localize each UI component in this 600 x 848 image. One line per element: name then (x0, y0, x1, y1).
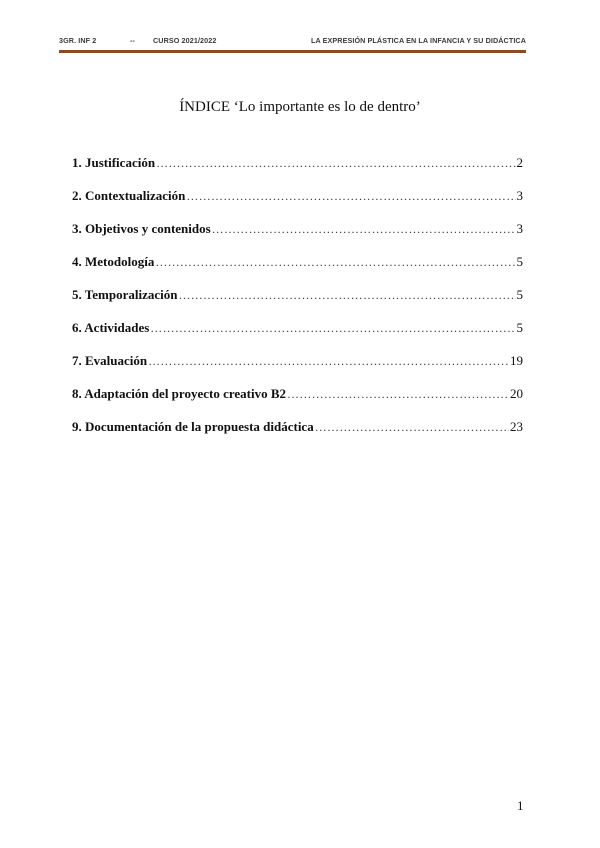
toc-dot-leader (155, 255, 515, 270)
toc-entry-page: 23 (510, 419, 523, 434)
header-separator: -- (130, 36, 135, 45)
page-header (59, 36, 526, 48)
toc-entry-temporalizacion (72, 287, 523, 320)
toc-entry-objetivos (72, 221, 523, 254)
toc-entry-actividades (72, 320, 523, 353)
toc-entry-label: 9. Documentación de la propuesta didáctica (72, 419, 314, 434)
toc-entry-evaluacion (72, 353, 523, 386)
toc-entry-label: 1. Justificación (72, 155, 156, 170)
page-number: 1 (517, 798, 524, 813)
toc-entry-metodologia (72, 254, 523, 287)
toc-entry-page: 3 (516, 221, 523, 236)
header-rule (59, 50, 526, 53)
toc-entry-page: 5 (516, 254, 523, 269)
toc-dot-leader (212, 222, 516, 237)
toc-dot-leader (186, 189, 515, 204)
toc-entry-label: 4. Metodología (72, 254, 155, 269)
toc-entry-page: 5 (516, 320, 523, 335)
toc-entry-label: 8. Adaptación del proyecto creativo B2 (72, 386, 287, 401)
toc-entry-page: 5 (516, 287, 523, 302)
header-group: 3GR. INF 2 (59, 36, 97, 45)
toc-dot-leader (178, 288, 515, 303)
header-course: CURSO 2021/2022 (153, 36, 217, 45)
toc-entry-label: 3. Objetivos y contenidos (72, 221, 211, 236)
toc-entry-label: 6. Actividades (72, 320, 150, 335)
toc-dot-leader (287, 387, 509, 402)
toc-entry-label: 5. Temporalización (72, 287, 178, 302)
toc-entry-page: 19 (510, 353, 523, 368)
toc-entry-adaptacion (72, 386, 523, 419)
toc-entry-label: 2. Contextualización (72, 188, 186, 203)
toc-entry-label: 7. Evaluación (72, 353, 148, 368)
toc-entry-contextualizacion (72, 188, 523, 221)
header-subject: LA EXPRESIÓN PLÁSTICA EN LA INFANCIA Y SU DIDÁCTICA (310, 36, 526, 45)
document-title: ÍNDICE ‘Lo importante es lo de dentro’ (179, 99, 421, 115)
toc-dot-leader (156, 156, 515, 171)
toc-entry-documentacion (72, 419, 523, 452)
toc-entry-page: 2 (516, 155, 523, 170)
toc-entry-justificacion (72, 155, 523, 188)
toc-dot-leader (148, 354, 509, 369)
toc-entry-page: 20 (510, 386, 523, 401)
table-of-contents (72, 155, 523, 452)
toc-dot-leader (150, 321, 515, 336)
toc-entry-page: 3 (516, 188, 523, 203)
toc-dot-leader (315, 420, 509, 435)
